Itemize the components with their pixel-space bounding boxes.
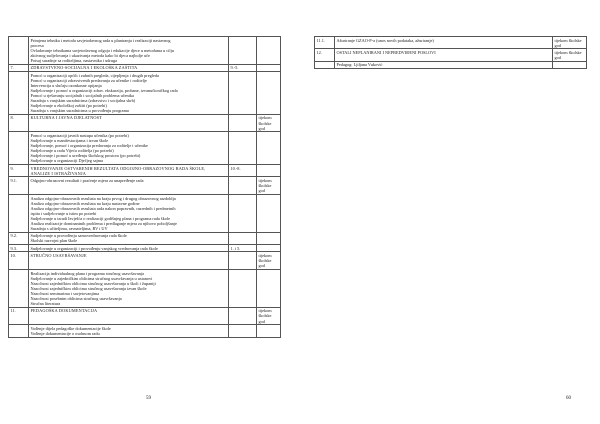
row-frequency: tijekom školske god	[553, 37, 587, 49]
page-number-left: 59	[146, 396, 151, 401]
row-date: 9.-5.	[229, 64, 257, 71]
row-frequency: tijekom školske god	[257, 307, 281, 324]
table-row	[315, 61, 587, 68]
description-line: VREDNOVANJE OSTVARENIH REZULTATA ODGOJNO-OBRAZOVNOG RADA ŠKOLE,	[30, 165, 206, 171]
table-row	[9, 71, 281, 114]
table-row	[9, 177, 281, 194]
description-line: Potsaj suradnje sa roditeljima, nastavnika i udruga	[30, 57, 118, 63]
row-date	[229, 71, 257, 114]
row-date	[229, 177, 257, 194]
description-line: Nazočnost zajedničkim oblicima stručnog usavršavanja u školi i županiji	[30, 280, 156, 286]
description-line: Vođenje dokumentacije o osobnom radu	[30, 330, 100, 336]
description-line: Vođenje dijela pedagoške dokumentacije škole	[30, 325, 111, 331]
row-frequency	[257, 132, 281, 165]
description-line: Pomoć u organizaciji općih i zubnih pregleda, cijepljenja i drugih pregleda	[30, 72, 159, 78]
row-number	[9, 132, 29, 165]
row-date	[229, 325, 257, 337]
section-row	[9, 165, 281, 177]
row-description	[29, 252, 229, 269]
table-row	[9, 37, 281, 65]
row-number: 12.	[315, 49, 335, 61]
row-description	[29, 165, 229, 177]
row-description	[29, 64, 229, 71]
description-line: Pomoć u rješavanju socijalnih i socijalnih problema učenika	[30, 92, 134, 98]
description-line: Sudjelovanje, pomoć i organizacija predavanja za roditelje i učenike	[30, 143, 148, 149]
description-line: Nazočnost zajedničkim oblicima stručnog usavršavanja izvan škole	[30, 285, 147, 291]
row-description	[29, 37, 229, 65]
description-line: OSTALI NEPLANIRANI I NEPREDVIĐENI POSLOVI	[336, 49, 436, 55]
description-line: Analiza odgojno-obrazovnih rezultata na kraju prvog i drugog obrazovnog razdoblja	[30, 195, 176, 201]
row-date	[229, 194, 257, 232]
description-line: Sudjelovanje u zajedničkim oblicima stručnog usavršavanja u ustanovi	[30, 275, 153, 281]
description-line: ispita i sudjelovanje u istim po potrebi	[30, 210, 97, 216]
row-frequency	[257, 325, 281, 337]
description-line: Stručna literatura	[30, 301, 61, 307]
table-row	[9, 245, 281, 252]
description-line: Pomoć u organizaciji javnih nastupa učenika (po potrebi)	[30, 132, 129, 138]
description-line: KULTURNA I JAVNA DJELATNOST	[30, 115, 102, 121]
row-number: 7.	[9, 64, 29, 71]
row-frequency: tijekom školske god	[257, 252, 281, 269]
description-line: procesa	[30, 42, 44, 48]
row-frequency	[257, 165, 281, 177]
row-frequency	[257, 232, 281, 244]
row-description	[29, 232, 229, 244]
row-date	[229, 37, 257, 65]
row-number: 9.3.	[9, 245, 29, 252]
row-description	[29, 269, 229, 307]
table-row	[9, 269, 281, 307]
description-line: Sudjelovanje u manifestacijama i izvan škole	[30, 138, 109, 144]
row-date	[229, 114, 257, 131]
description-line: Sudjelovanje u provođenju samovrednovanja rada škole	[30, 233, 127, 239]
table-row	[9, 325, 281, 337]
row-description	[29, 114, 229, 131]
row-number: 9.1.	[9, 177, 29, 194]
description-line: Odgojno-obrazovni rezultati i praćenje mjera za unapređenje rada	[30, 178, 144, 184]
row-number: 9.	[9, 165, 29, 177]
right-page	[300, 0, 600, 424]
row-date	[229, 269, 257, 307]
row-number	[9, 325, 29, 337]
description-line: PEDAGOŠKA DOKUMENTACIJA	[30, 308, 98, 314]
table-row	[9, 132, 281, 165]
page-number-right: 60	[566, 396, 571, 401]
description-line: Nazočnost posebnim oblicima stručnog usavršavanja	[30, 295, 122, 301]
table-row	[315, 37, 587, 49]
row-number: 8.	[9, 114, 29, 131]
row-description	[29, 71, 229, 114]
description-line: Sudjelovanje i pomoć u organizaciji zdrav. ekskurzija, probane, izvanučioničkog rada	[30, 87, 178, 93]
description-line: Pomoć u organizaciji zdravstvenih predavanja za učenike i roditelje	[30, 77, 147, 83]
description-line: Primjena tehnika i metoda savjetodavnog rada u planiranju i realizaciji nastavnog	[30, 37, 171, 43]
row-number: 11.	[9, 307, 29, 324]
table-row	[9, 194, 281, 232]
program-table-left	[8, 36, 281, 338]
description-line: Sudjelovanje u ekološkoj zaštiti (po potrebi)	[30, 103, 107, 109]
row-description	[29, 194, 229, 232]
row-date	[229, 252, 257, 269]
row-date	[229, 232, 257, 244]
row-description	[29, 177, 229, 194]
row-number	[9, 71, 29, 114]
description-line: Intervencija u slučaju ozonkasne opijanja	[30, 82, 102, 88]
row-description	[29, 132, 229, 165]
row-description	[335, 61, 553, 68]
description-line: STRUČNO USAVRŠAVANJE	[30, 253, 87, 259]
description-line: Sudjelovanje u izradi Izvješća o realizaciji godišnjeg plana i programa rada škole	[30, 215, 170, 221]
description-line: Suradnja s učiteljima, ravnateljima, RV i UV	[30, 226, 108, 232]
row-frequency	[257, 194, 281, 232]
row-frequency: tijekom školske god	[553, 49, 587, 61]
description-line: Nazočnost seminarima i savjetovanjima	[30, 290, 100, 296]
row-frequency: tijekom školske god	[257, 177, 281, 194]
row-frequency	[257, 269, 281, 307]
row-date	[229, 132, 257, 165]
description-line: Sudjelovanje u organizaciji Dječjeg sajma	[30, 158, 103, 164]
row-description	[29, 245, 229, 252]
row-date: 10.-8.	[229, 165, 257, 177]
description-line: Pedagog: Ljiljana Vuković	[336, 62, 383, 68]
description-line: Ažuriranje GZAO-P-a (unos novih podataka, ažuriranje)	[336, 37, 434, 43]
description-line: Realizacija individualnog plana i programa stručnog usavršavanja	[30, 270, 144, 276]
row-frequency	[257, 245, 281, 252]
description-line: Analiza odgojno-obrazovnih rezultata rada nakon popravnih, razrednih i predmetnih	[30, 205, 176, 211]
section-row	[9, 307, 281, 324]
row-description	[29, 325, 229, 337]
row-description	[335, 49, 553, 61]
description-line: ANALIZE I ISTRAŽIVANJA	[30, 170, 86, 176]
row-date: 1. i 5.	[229, 245, 257, 252]
description-line: Ovladavanje tehnikama savjetodavnog odgoja i edukacije djece u metodama u cilju	[30, 47, 174, 53]
table-row	[315, 49, 587, 61]
row-number	[9, 194, 29, 232]
row-frequency: tijekom školske god	[257, 114, 281, 131]
description-line: Sudjelovanje u radu Vijeća roditelja (po potrebi)	[30, 148, 114, 154]
row-frequency	[553, 61, 587, 68]
row-number	[315, 61, 335, 68]
row-number: 10.	[9, 252, 29, 269]
description-line: ZDRAVSTVENO-SOCIJALNA I EKOLOŠKA ZAŠTITA	[30, 65, 138, 71]
row-number: 11.1.	[315, 37, 335, 49]
description-line: Sudjelovanje u organizaciji i provođenju vanjskog vrednovanja rada škole	[30, 245, 158, 251]
section-row	[9, 64, 281, 71]
description-line: aktivnog sudjelovanja i ukazivanja metoda kako bi djeca najbolje uče	[30, 52, 150, 58]
description-line: Analiza realizacije dominantnih problema i predlaganje mjera za njihovo poboljšanje	[30, 221, 177, 226]
row-number: 9.2.	[9, 232, 29, 244]
description-line: Školski razvojni plan škole	[30, 238, 78, 244]
description-line: Analiza odgojno-obrazovnih rezultata na kraju nastavne godine	[30, 200, 140, 206]
row-number	[9, 37, 29, 65]
section-row	[9, 114, 281, 131]
program-table-right	[314, 36, 587, 69]
row-number	[9, 269, 29, 307]
section-row	[9, 252, 281, 269]
row-frequency	[257, 64, 281, 71]
table-row	[9, 232, 281, 244]
row-description	[335, 37, 553, 49]
row-frequency	[257, 71, 281, 114]
description-line: Suradnja s vanjskim suradnicima u provođenju programa	[30, 108, 129, 114]
row-frequency	[257, 37, 281, 65]
description-line: Suradnja s vanjskim suradnicima (zdravstvo i socijalna skrb)	[30, 98, 136, 103]
row-date	[229, 307, 257, 324]
row-description	[29, 307, 229, 324]
description-line: Sudjelovanje i pomoć u uređenju školskog prostora (po potrebi)	[30, 153, 141, 159]
